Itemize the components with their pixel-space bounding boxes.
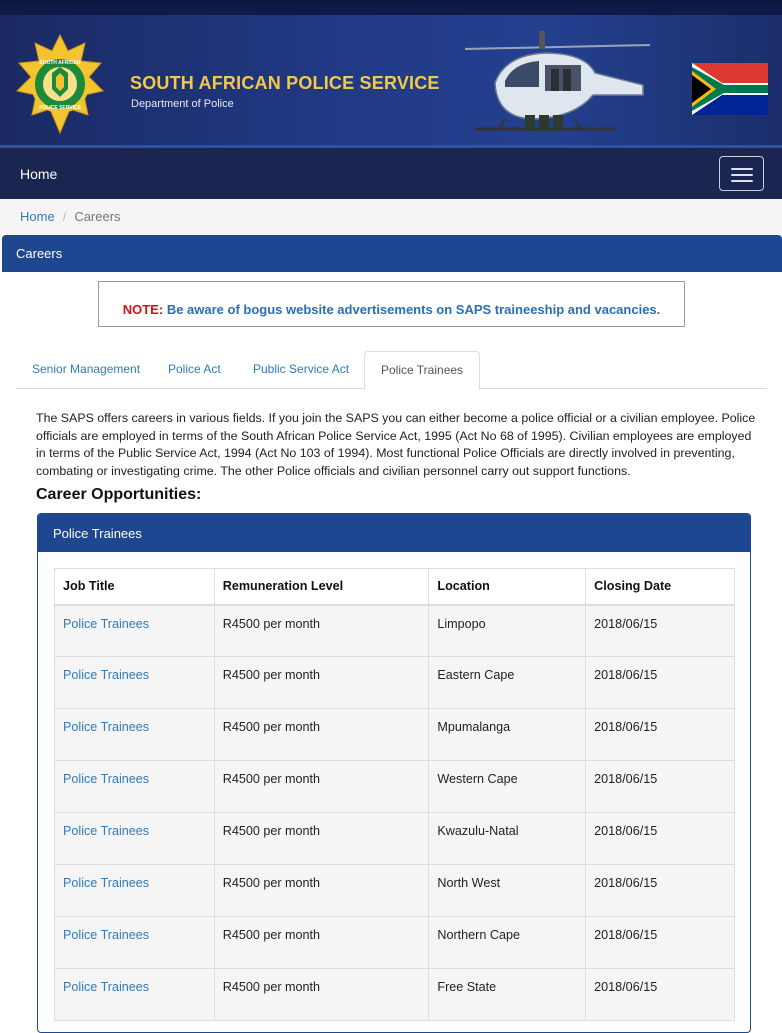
police-trainees-panel: [37, 513, 751, 1033]
remuneration-cell: R4500 per month: [222, 980, 321, 994]
closing-date-cell: [586, 709, 735, 761]
location-cell: Eastern Cape: [437, 668, 515, 682]
nav-home-link[interactable]: Home: [20, 166, 58, 182]
location-cell: [429, 761, 586, 813]
job-title-cell: [55, 761, 215, 813]
table-row: [55, 657, 735, 709]
job-title-cell: [55, 657, 215, 709]
remuneration-cell: [214, 969, 429, 1021]
tab-senior-management[interactable]: Senior Management: [32, 362, 141, 376]
job-title-link[interactable]: Police Trainees: [63, 772, 150, 786]
remuneration-cell: [214, 605, 429, 657]
remuneration-cell: [214, 917, 429, 969]
job-title-link[interactable]: Police Trainees: [63, 876, 150, 890]
location-cell: Northern Cape: [437, 928, 520, 942]
warning-note: [98, 281, 685, 327]
note-label: NOTE:: [122, 302, 164, 317]
closing-date-cell: 2018/06/15: [594, 980, 658, 994]
column-header-job-title[interactable]: Job Title: [55, 569, 215, 605]
top-navbar: [0, 148, 782, 199]
breadcrumb-separator: /: [62, 209, 67, 224]
remuneration-cell: R4500 per month: [222, 772, 321, 786]
tab-public-service-act[interactable]: Public Service Act: [253, 362, 350, 376]
saps-badge-logo[interactable]: [15, 33, 105, 137]
table-row: [55, 813, 735, 865]
job-title-link[interactable]: Police Trainees: [63, 928, 150, 942]
closing-date-cell: [586, 813, 735, 865]
closing-date-cell: [586, 865, 735, 917]
svg-text:SOUTH AFRICAN: SOUTH AFRICAN: [39, 60, 81, 66]
remuneration-cell: [214, 761, 429, 813]
table-row: [55, 917, 735, 969]
job-title-link[interactable]: Police Trainees: [63, 980, 150, 994]
job-title-link[interactable]: Police Trainees: [63, 824, 150, 838]
remuneration-cell: [214, 865, 429, 917]
closing-date-cell: 2018/06/15: [594, 668, 658, 682]
location-cell: [429, 709, 586, 761]
tab-police-trainees[interactable]: Police Trainees: [364, 351, 480, 390]
closing-date-cell: 2018/06/15: [594, 616, 658, 631]
column-header-location[interactable]: Location: [429, 569, 586, 605]
closing-date-cell: [586, 761, 735, 813]
job-title-cell: [55, 865, 215, 917]
remuneration-cell: [214, 813, 429, 865]
table-row: [55, 761, 735, 813]
location-cell: North West: [437, 876, 501, 890]
location-cell: [429, 969, 586, 1021]
breadcrumb: [0, 199, 782, 234]
breadcrumb-current: Careers: [74, 209, 121, 224]
location-cell: Limpopo: [437, 616, 486, 631]
closing-date-cell: [586, 605, 735, 657]
column-header-closing-date[interactable]: Closing Date: [586, 569, 735, 605]
table-row: [55, 605, 735, 657]
remuneration-cell: R4500 per month: [222, 876, 321, 890]
job-title-cell: [55, 813, 215, 865]
breadcrumb-home-link[interactable]: Home: [20, 209, 55, 224]
location-cell: Kwazulu-Natal: [437, 824, 519, 838]
job-title-cell: [55, 917, 215, 969]
location-cell: Western Cape: [437, 772, 518, 786]
location-cell: [429, 813, 586, 865]
remuneration-cell: R4500 per month: [222, 928, 321, 942]
closing-date-cell: 2018/06/15: [594, 824, 658, 838]
helicopter-image: [465, 25, 650, 145]
job-title-cell: [55, 709, 215, 761]
intro-paragraph: The SAPS offers careers in various fields. If you join the SAPS you can either become a police official or a civilian employee. Police officials are employed in terms of the South African Police Service Act, 1995 (Act No 68 of 1995). Civilian employees are employed in terms of the Public Service Act, 1994 (Act No 103 of 1994). Most functional Police Officials are directly involved in preventing, combating or investigating crime. The other Police officials and civilian personnel carry out support functions.: [36, 411, 756, 478]
hamburger-menu-icon[interactable]: [719, 156, 764, 191]
tab-police-act[interactable]: Police Act: [168, 362, 221, 376]
svg-text:POLICE SERVICE: POLICE SERVICE: [39, 105, 81, 111]
closing-date-cell: 2018/06/15: [594, 928, 658, 942]
job-title-cell: [55, 969, 215, 1021]
remuneration-cell: R4500 per month: [222, 616, 321, 631]
job-title-link[interactable]: Police Trainees: [63, 668, 150, 682]
table-row: [55, 709, 735, 761]
closing-date-cell: [586, 969, 735, 1021]
table-header-row: [55, 569, 735, 605]
table-row: [55, 865, 735, 917]
career-opportunities-heading: Career Opportunities:: [36, 486, 202, 503]
south-africa-flag-icon: [692, 63, 768, 115]
site-title: SOUTH AFRICAN POLICE SERVICE: [130, 73, 440, 93]
location-cell: Mpumalanga: [437, 720, 511, 734]
remuneration-cell: R4500 per month: [222, 720, 321, 734]
remuneration-cell: [214, 657, 429, 709]
remuneration-cell: [214, 709, 429, 761]
site-header: [0, 0, 782, 148]
site-subtitle: Department of Police: [131, 98, 234, 110]
note-text: Be aware of bogus website advertisements on SAPS traineeship and vacancies.: [166, 302, 661, 317]
panel-title: Police Trainees: [38, 514, 750, 552]
closing-date-cell: [586, 917, 735, 969]
section-title: Careers: [2, 235, 782, 272]
location-cell: Free State: [437, 980, 497, 994]
job-title-link[interactable]: Police Trainees: [63, 720, 150, 734]
column-header-remuneration[interactable]: Remuneration Level: [214, 569, 429, 605]
closing-date-cell: 2018/06/15: [594, 772, 658, 786]
location-cell: [429, 605, 586, 657]
job-title-link[interactable]: Police Trainees: [63, 616, 150, 631]
location-cell: [429, 917, 586, 969]
career-tabs: [16, 351, 767, 389]
remuneration-cell: R4500 per month: [222, 668, 321, 682]
closing-date-cell: 2018/06/15: [594, 720, 658, 734]
job-title-cell: [55, 605, 215, 657]
vacancies-table: [54, 568, 735, 1021]
closing-date-cell: [586, 657, 735, 709]
table-row: [55, 969, 735, 1021]
location-cell: [429, 657, 586, 709]
location-cell: [429, 865, 586, 917]
remuneration-cell: R4500 per month: [222, 824, 321, 838]
closing-date-cell: 2018/06/15: [594, 876, 658, 890]
